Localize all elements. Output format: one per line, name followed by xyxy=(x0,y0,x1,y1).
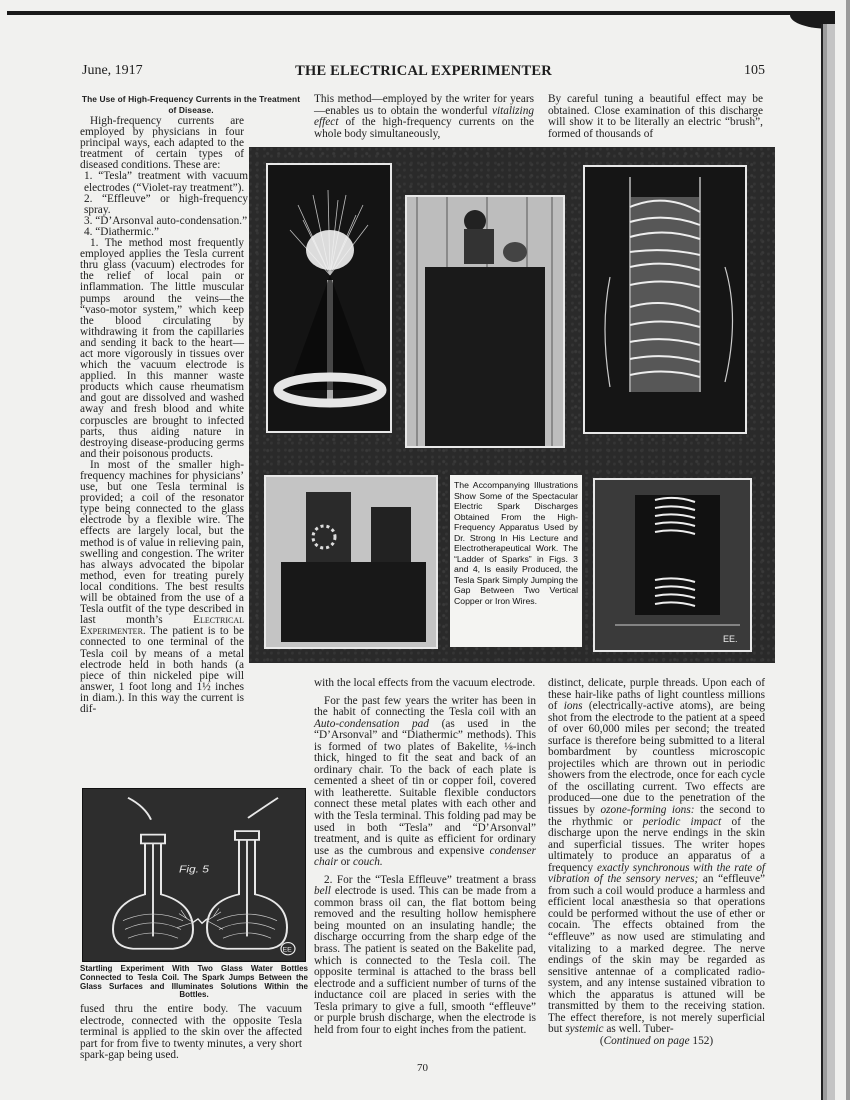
magazine-title: THE ELECTRICAL EXPERIMENTER xyxy=(295,63,552,79)
text-run: of the high-frequency currents on the whole body simultaneously, xyxy=(314,116,535,140)
text-run: distinct, delicate, purple threads. Upon each of these hair-like paths of light countless millions of xyxy=(548,677,765,713)
column-1-bottom xyxy=(80,1004,302,1062)
list-item: 3. “D’Arsonval auto-condensation.” xyxy=(84,214,248,227)
emphasis: vitalizing effect xyxy=(314,104,534,129)
emphasis: ozone-forming ions: xyxy=(600,804,695,817)
column-2-bottom xyxy=(314,678,536,1036)
magazine-name: Electrical Experimenter xyxy=(80,614,244,638)
photo-brush-discharge xyxy=(266,163,392,433)
photo-ladder-of-sparks-fig3 xyxy=(583,165,747,434)
ee-mark: EE xyxy=(282,946,292,954)
page-number: 105 xyxy=(744,63,765,78)
text-run: (as used in the “D’Arsonval” and “Diathermic” methods). This is formed of two plates of Bakelite, ⅛-inch thick, hinged to fit the seat and back of an ordinary chair. To the back of each plate is cemented a sheet of tin or copper foil, covered with leatherette. Suitable flexible conductors connect these metal plates with each other and with the Tesla terminal. This folding pad may be used in both “Tesla” and “D’Arsonval” treatment, and is quite as efficient for ordinary use as the cumbrous and expensive xyxy=(314,717,536,857)
paragraph: 1. The method most frequently employed applies the Tesla current thru glass (vacuum) electrodes for the relief of local pain or inflammation. The little muscular pumps around the veins—the “vaso-motor system,” which keep the blood circulating by withdrawing it from the capillaries and sending it back to the heart—act more vigorously in tissues over which the vacuum electrode is applied. In this manner waste products which cause rheumatism and gout are dissolved and washed away and fresh blood and white corpuscles are brought to infected parts, thus aiding nature in destroying disease-producing germs and their poisonous products. xyxy=(80,237,244,460)
top-rule xyxy=(7,11,835,15)
photo-coil-apparatus xyxy=(264,475,438,649)
paragraph: fused thru the entire body. The vacuum electrode, connected with the opposite Tesla terminal is applied to the skin over the affected part for from five to twenty minutes, a very short spark-gap being used. xyxy=(80,1003,302,1062)
text-run: 2. For the “Tesla Effleuve” treatment a brass xyxy=(324,873,536,886)
emphasis: bell xyxy=(314,885,331,898)
list-item: 2. “Effleuve” or high-frequency spray. xyxy=(84,192,248,216)
text-run: (electrically-active atoms), are being shot from the electrode to the patient at a speed of over 60,000 miles per second; the treated surface is therefore being submitted to a literal bombardment by countless microscopic projectiles which are thrown out in periodic showers from the electrode, once for each cycle of the oscillating current. Two effects are produced—one due to the penetration of the tissues by xyxy=(548,700,766,817)
text-run: . The patient is to be connected to one terminal of the Tesla coil by means of a metal electrode held in both hands (a piece of thin nickeled pipe will answer, 1 foot long and 1½ inches in diam.). In this way the current is dif- xyxy=(80,625,244,715)
figure-label: Fig. 5 xyxy=(179,863,209,876)
text-run: or xyxy=(340,856,351,869)
emphasis: ions xyxy=(563,700,583,713)
column-3-top xyxy=(548,94,763,140)
paragraph xyxy=(314,696,536,869)
article-heading: The Use of High-Frequency Currents in the Treatment of Disease. xyxy=(81,94,301,115)
list-item: 4. “Diathermic.” xyxy=(84,225,159,238)
emphasis: Continued on page xyxy=(603,1034,690,1047)
paragraph: By careful tuning a beautiful effect may be obtained. Close examination of this discharge will show it to be literally an electric “brush”, formed of thousands of xyxy=(548,93,763,140)
continued-note xyxy=(548,1036,765,1048)
continued-page-ref: 152) xyxy=(692,1034,714,1047)
list-item: 1. “Tesla” treatment with vacuum electrodes (“Violet-ray treatment”). xyxy=(84,170,248,194)
text-run: For the past few years the writer has been in the habit of connecting the Tesla coil with an xyxy=(314,694,536,719)
paragraph xyxy=(548,678,765,1036)
paragraph xyxy=(314,94,534,140)
emphasis: exactly synchronous with the rate of vibration of the sensory nerves; xyxy=(548,861,765,886)
text-run: the second to the rhythmic or xyxy=(548,804,766,828)
paragraph: with the local effects from the vacuum electrode. xyxy=(314,677,536,689)
text-run: This method—employed by the writer for years—enables us to obtain the wonderful xyxy=(314,93,534,117)
running-header xyxy=(82,63,765,81)
emphasis: couch. xyxy=(352,856,383,869)
figure-5-caption: Startling Experiment With Two Glass Water Bottles Connected to Tesla Coil. The Spark Jumps Between the Glass Surfaces and Illuminates Solutions Within the Bottles. xyxy=(80,964,308,1000)
issue-date: June, 1917 xyxy=(82,63,143,78)
text-run: electrode is used. This can be made from a common brass oil can, the flat bottom being removed and the resulting hollow hemisphere being mounted on an insulating handle; the discharge occurring from the sharp edge of the brass. The patient is seated on the Bakelite pad, which is connected to the Tesla coil. The opposite terminal is attached to the brass bell electrode and a sufficient number of turns of the inductance coil are placed in series with the Tesla primary to give a full, smooth “effleuve” or purple brush discharge, when the electrode is held from four to eight inches from the patient. xyxy=(314,885,536,1036)
text-run: as well. Tuber- xyxy=(606,1023,674,1036)
binding-spine-shadow xyxy=(821,24,835,1100)
figure-5-illustration xyxy=(82,788,306,962)
paragraph: High-frequency currents are employed by physicians in four principal ways, each adapted to the treatment of certain types of diseased conditions. These are: xyxy=(80,115,244,172)
emphasis: condenser chair xyxy=(314,844,536,869)
text-run: of the discharge upon the nerve endings in the skin and superficial tissues. The writer hopes ultimately to produce an apparatus of a frequency xyxy=(548,815,765,874)
paragraph xyxy=(314,875,536,1037)
photo-caption: The Accompanying Illustrations Show Some of the Spectacular Electric Spark Discharges Obtained From the High-Frequency Apparatus Used by Dr. Strong In His Lecture and Electrotherapeutical Work. The “Ladder of Sparks” in Figs. 3 and 4, Is easily Produced, the Tesla Spark Simply Jumping the Gap Between Two Vertical Copper or Iron Wires. xyxy=(450,475,582,647)
emphasis: systemic xyxy=(565,1023,604,1036)
column-2-top xyxy=(314,94,534,140)
text-run: In most of the smaller high-frequency machines for physicians’ use, but one Tesla terminal is provided; a coil of the resonator type being connected to the glass electrode by a flexible wire. The effects are largely local, but the method is of value in relieving pain, swelling and congestion. The writer has always advocated the bipolar method, even for treating purely local conditions. The best results will be obtained from the use of a Tesla outfit of the type described in last month’s xyxy=(80,458,244,627)
emphasis: periodic impact xyxy=(642,815,722,828)
ee-mark: EE. xyxy=(723,634,738,644)
emphasis: Auto-condensation pad xyxy=(314,717,429,730)
folio-number: 70 xyxy=(417,1062,428,1074)
photo-apparatus-cabinet xyxy=(405,195,565,448)
page-edge xyxy=(846,0,850,1100)
text-run: an “effleuve” from such a coil would produce a harmless and efficient local anæsthesia so that operations could be performed without the use of ether or cocain. The effects obtained from the “effleuve” as now used are stimulating and vitalizing to a marked degree. The nerve endings of the skin may be regarded as sensitive antennae of a complicated radio-system, and any intense sustained vibration to which the apparatus is attuned will be transmitted by them to the receiving station. The effect therefore, is not merely superficial but xyxy=(548,873,765,1036)
column-3-bottom xyxy=(548,678,765,1048)
photo-ladder-of-sparks-fig4 xyxy=(593,478,752,652)
text-run: ( xyxy=(599,1034,604,1047)
paragraph xyxy=(80,460,244,715)
